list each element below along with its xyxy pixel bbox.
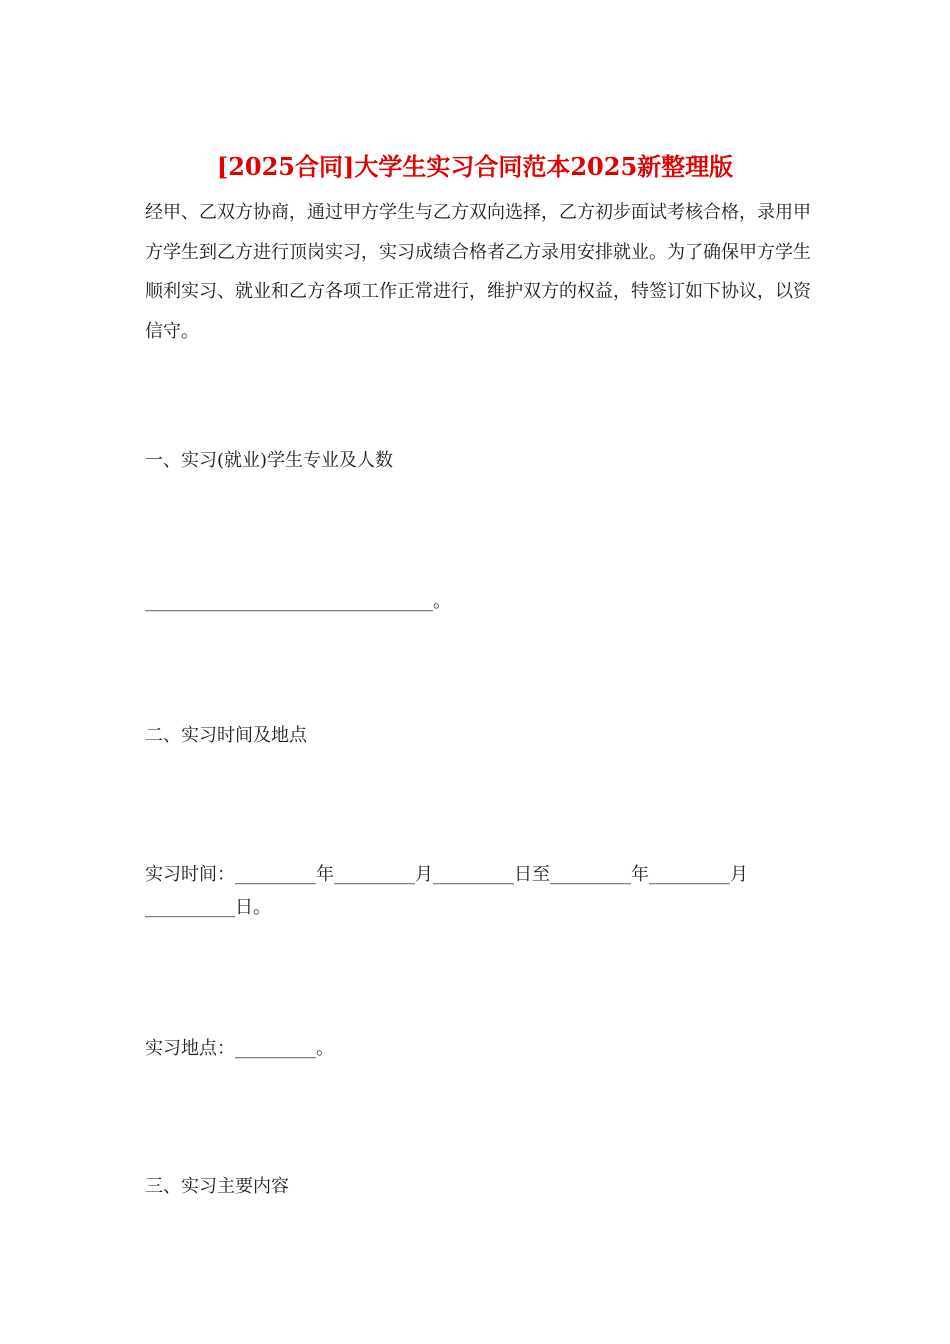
document-title: [2025合同]大学生实习合同范本2025新整理版 bbox=[216, 152, 734, 181]
section-2-heading: 二、实习时间及地点 bbox=[145, 725, 307, 746]
internship-time-line: 实习时间：_________年_________月_________日至_________年_________月__________日。 bbox=[145, 864, 748, 918]
section-1-blank-line: ________________________________。 bbox=[145, 591, 451, 612]
section-3-heading: 三、实习主要内容 bbox=[145, 1176, 289, 1197]
internship-place-line: 实习地点：_________。 bbox=[145, 1038, 334, 1059]
intro-paragraph: 经甲、乙双方协商，通过甲方学生与乙方双向选择，乙方初步面试考核合格，录用甲方学生到乙方进行顶岗实习，实习成绩合格者乙方录用安排就业。为了确保甲方学生顺利实习、就业和乙方各项工作正常进行，维护双方的权益，特签订如下协议，以资信守。 bbox=[145, 202, 811, 342]
section-1-heading: 一、实习(就业)学生专业及人数 bbox=[145, 450, 394, 471]
